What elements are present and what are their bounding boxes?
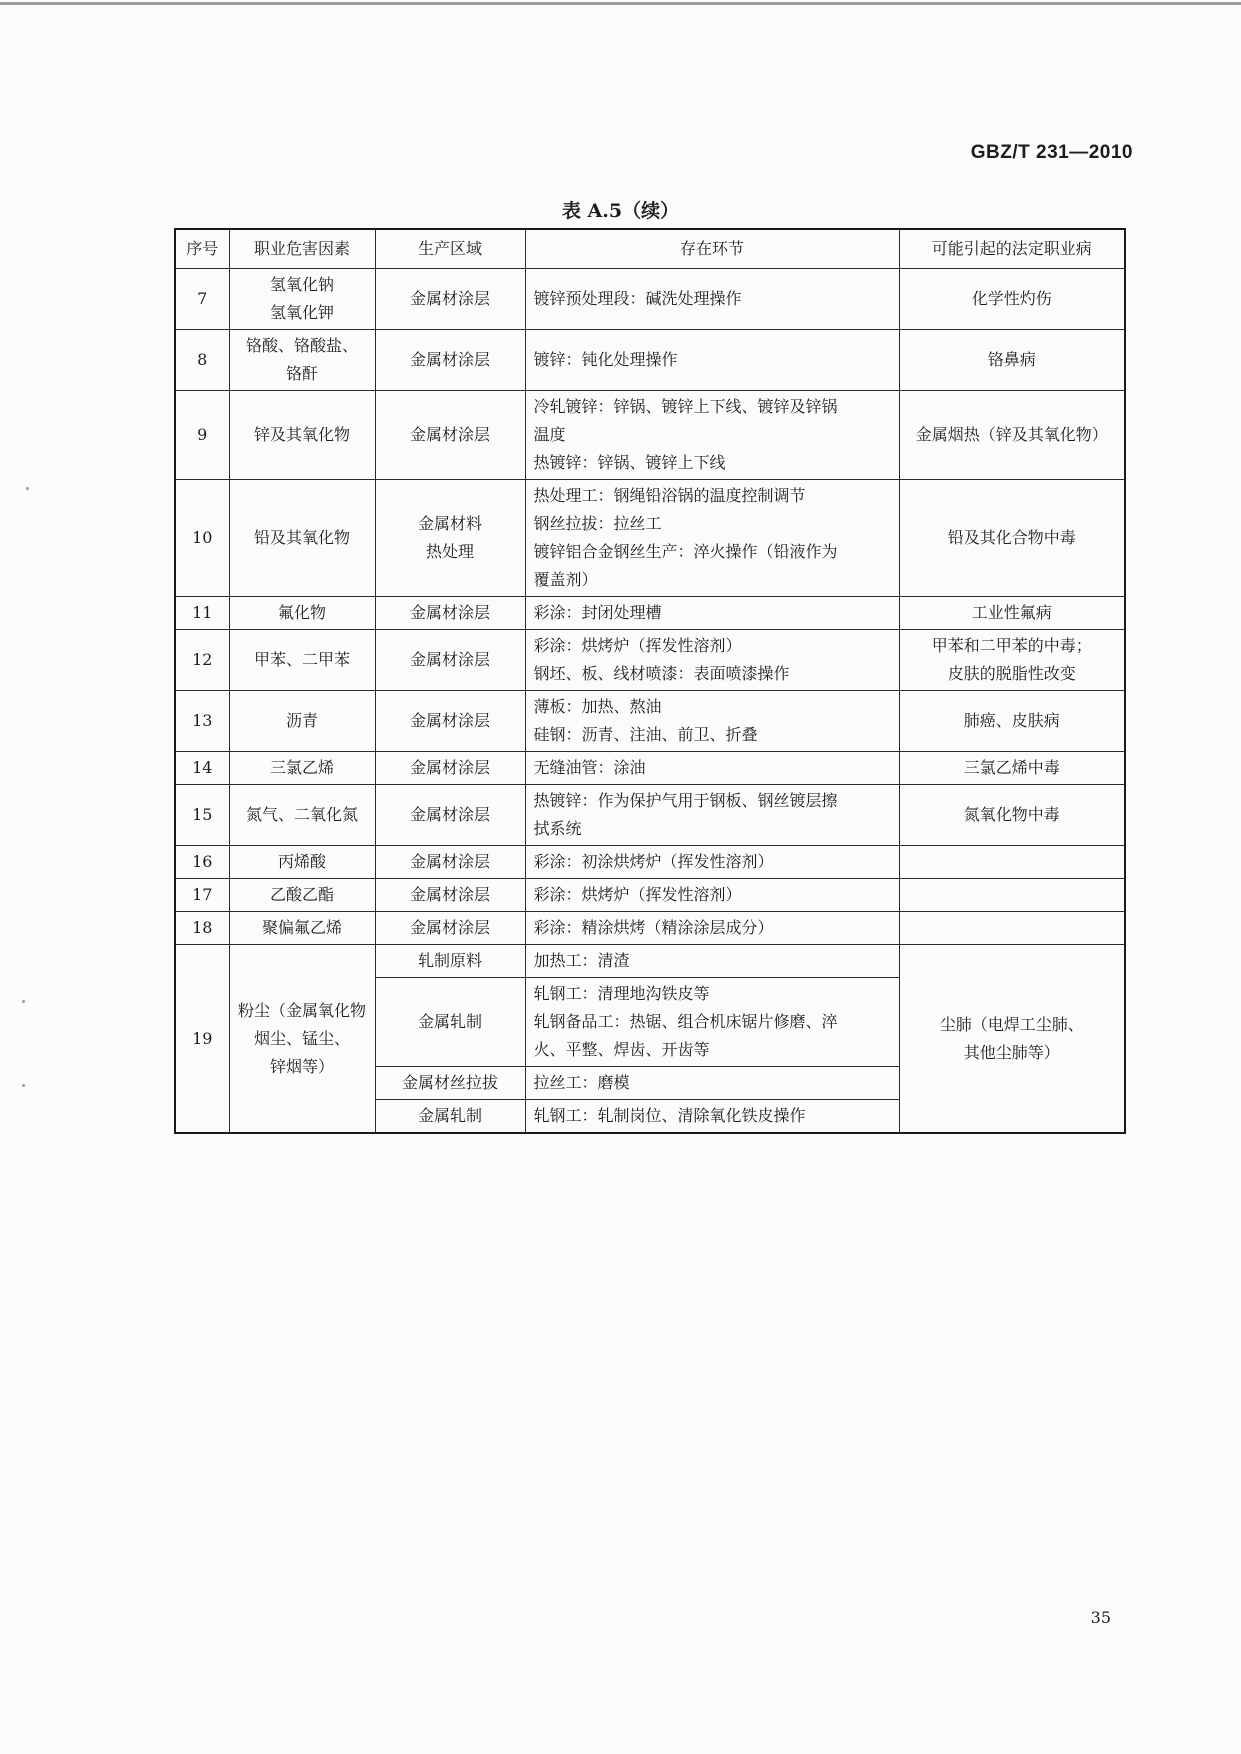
cell-line: 钢丝拉拔：拉丝工 (533, 514, 662, 533)
table-row (175, 391, 1125, 480)
table-row (175, 879, 1125, 912)
cell-line: 冷轧镀锌：锌锅、镀锌上下线、镀锌及锌锅 (533, 397, 838, 416)
scan-top-rule (0, 2, 1241, 5)
cell-line: 锌烟等） (269, 1056, 334, 1076)
cell-hazard-factor (229, 945, 375, 1134)
cell-line: 铅及其氧化物 (253, 528, 350, 547)
cell-production-area (375, 752, 525, 785)
cell-disease (899, 912, 1125, 945)
cell-line: 热处理工：钢绳铅浴锅的温度控制调节 (533, 486, 806, 505)
cell-line: 三氯乙烯中毒 (963, 758, 1060, 777)
table-row (175, 691, 1125, 752)
cell-production-area (375, 1100, 525, 1134)
cell-production-area (375, 879, 525, 912)
col-header-no: 序号 (175, 229, 229, 269)
cell-hazard-factor (229, 330, 375, 391)
cell-line: 锌及其氧化物 (253, 425, 350, 444)
cell-line: 铅及其化合物中毒 (947, 528, 1076, 547)
table-row (175, 912, 1125, 945)
cell-line: 彩涂：封闭处理槽 (533, 603, 662, 622)
cell-line: 硅钢：沥青、注油、前卫、折叠 (533, 725, 758, 744)
cell-line: 金属材涂层 (409, 918, 490, 937)
cell-line: 温度 (533, 425, 566, 444)
cell-line: 金属轧制 (417, 1012, 482, 1031)
cell-process (525, 1067, 899, 1100)
cell-line: 工业性氟病 (971, 603, 1052, 622)
cell-line: 金属材涂层 (409, 711, 490, 730)
cell-process (525, 630, 899, 691)
cell-line: 皮肤的脱脂性改变 (947, 664, 1076, 683)
cell-disease (899, 330, 1125, 391)
cell-number: 11 (175, 597, 229, 630)
cell-production-area (375, 330, 525, 391)
cell-process (525, 879, 899, 912)
cell-production-area (375, 630, 525, 691)
cell-line: 热镀锌：作为保护气用于钢板、钢丝镀层擦 (533, 791, 838, 810)
table-row (175, 945, 1125, 978)
table-row (175, 752, 1125, 785)
cell-disease (899, 691, 1125, 752)
cell-disease (899, 597, 1125, 630)
cell-number: 10 (175, 480, 229, 597)
cell-line: 其他尘肺等） (963, 1042, 1060, 1062)
cell-hazard-factor (229, 597, 375, 630)
cell-number: 7 (175, 269, 229, 330)
cell-hazard-factor (229, 269, 375, 330)
cell-line: 彩涂：初涂烘烤炉（挥发性溶剂） (533, 852, 774, 871)
cell-process (525, 785, 899, 846)
cell-line: 轧钢备品工：热锯、组合机床锯片修磨、淬 (533, 1012, 838, 1031)
cell-production-area (375, 391, 525, 480)
cell-line: 甲苯、二甲苯 (253, 650, 350, 669)
table-row (175, 480, 1125, 597)
cell-number: 14 (175, 752, 229, 785)
cell-line: 粉尘（金属氧化物 (237, 1000, 366, 1020)
cell-line: 金属材涂层 (409, 852, 490, 871)
cell-line: 彩涂：精涂烘烤（精涂涂层成分） (533, 918, 774, 937)
cell-production-area (375, 978, 525, 1067)
cell-line: 聚偏氟乙烯 (261, 918, 342, 937)
cell-line: 热镀锌：锌锅、镀锌上下线 (533, 453, 726, 472)
cell-line: 钢坯、板、线材喷漆：表面喷漆操作 (533, 664, 790, 683)
cell-line: 氮气、二氧化氮 (245, 805, 358, 824)
cell-process (525, 846, 899, 879)
table-row (175, 846, 1125, 879)
table-header-row (175, 229, 1125, 269)
cell-disease (899, 480, 1125, 597)
cell-hazard-factor (229, 785, 375, 846)
cell-number: 18 (175, 912, 229, 945)
cell-disease (899, 269, 1125, 330)
cell-line: 轧制原料 (417, 951, 482, 970)
standard-number: GBZ/T 231—2010 (970, 142, 1133, 163)
cell-production-area (375, 691, 525, 752)
cell-disease (899, 391, 1125, 480)
cell-number: 8 (175, 330, 229, 391)
cell-process (525, 912, 899, 945)
cell-line: 无缝油管：涂油 (533, 758, 646, 777)
cell-number: 13 (175, 691, 229, 752)
cell-line: 金属材涂层 (409, 885, 490, 904)
cell-line: 金属材涂层 (409, 289, 490, 308)
cell-hazard-factor (229, 391, 375, 480)
table-body (175, 269, 1125, 1134)
cell-process (525, 330, 899, 391)
hazard-table (174, 228, 1126, 1134)
cell-production-area (375, 846, 525, 879)
cell-hazard-factor (229, 691, 375, 752)
cell-line: 轧钢工：清理地沟铁皮等 (533, 984, 710, 1003)
cell-hazard-factor (229, 879, 375, 912)
cell-hazard-factor (229, 752, 375, 785)
cell-number: 12 (175, 630, 229, 691)
cell-line: 覆盖剂） (533, 570, 598, 589)
cell-line: 金属材涂层 (409, 805, 490, 824)
cell-number: 15 (175, 785, 229, 846)
cell-line: 彩涂：烘烤炉（挥发性溶剂） (533, 636, 742, 655)
col-header-process: 存在环节 (525, 229, 899, 269)
table-row (175, 330, 1125, 391)
cell-number: 9 (175, 391, 229, 480)
cell-line: 金属材料 (417, 514, 482, 533)
col-header-factor: 职业危害因素 (229, 229, 375, 269)
cell-line: 拉丝工：磨模 (533, 1073, 630, 1092)
cell-process (525, 978, 899, 1067)
cell-line: 沥青 (285, 711, 318, 730)
cell-disease (899, 630, 1125, 691)
cell-hazard-factor (229, 912, 375, 945)
cell-number: 19 (175, 945, 229, 1134)
cell-process (525, 391, 899, 480)
cell-hazard-factor (229, 630, 375, 691)
page-number: 35 (1090, 1608, 1111, 1627)
table-title: 表 A.5（续） (561, 200, 680, 222)
cell-line: 甲苯和二甲苯的中毒； (931, 636, 1092, 655)
cell-process (525, 1100, 899, 1134)
cell-line: 丙烯酸 (277, 852, 326, 871)
scan-speck (26, 487, 29, 490)
cell-disease (899, 752, 1125, 785)
cell-production-area (375, 1067, 525, 1100)
cell-disease (899, 785, 1125, 846)
col-header-disease: 可能引起的法定职业病 (899, 229, 1125, 269)
cell-line: 镀锌预处理段：碱洗处理操作 (533, 289, 742, 308)
cell-disease (899, 879, 1125, 912)
cell-process (525, 480, 899, 597)
cell-process (525, 597, 899, 630)
cell-line: 氮氧化物中毒 (963, 805, 1060, 824)
cell-production-area (375, 269, 525, 330)
cell-process (525, 752, 899, 785)
table-row (175, 597, 1125, 630)
scan-speck (22, 1000, 25, 1003)
cell-hazard-factor (229, 846, 375, 879)
table-row (175, 785, 1125, 846)
cell-line: 薄板：加热、熬油 (533, 697, 662, 716)
col-header-area: 生产区域 (375, 229, 525, 269)
cell-process (525, 269, 899, 330)
cell-production-area (375, 785, 525, 846)
cell-line: 氢氧化钾 (269, 303, 334, 322)
cell-process (525, 945, 899, 978)
cell-line: 乙酸乙酯 (269, 885, 334, 904)
cell-line: 肺癌、皮肤病 (963, 711, 1060, 730)
cell-line: 铬鼻病 (987, 350, 1036, 369)
cell-line: 铬酐 (285, 364, 318, 383)
cell-line: 化学性灼伤 (971, 289, 1052, 308)
cell-number: 17 (175, 879, 229, 912)
cell-line: 彩涂：烘烤炉（挥发性溶剂） (533, 885, 742, 904)
cell-production-area (375, 480, 525, 597)
cell-line: 金属材丝拉拔 (401, 1073, 498, 1092)
cell-process (525, 691, 899, 752)
cell-line: 热处理 (425, 542, 474, 561)
cell-line: 镀锌铝合金钢丝生产：淬火操作（铅液作为 (533, 542, 838, 561)
cell-line: 火、平整、焊齿、开齿等 (533, 1040, 710, 1059)
cell-line: 金属材涂层 (409, 603, 490, 622)
cell-line: 尘肺（电焊工尘肺、 (939, 1014, 1084, 1034)
cell-production-area (375, 597, 525, 630)
cell-line: 氢氧化钠 (269, 275, 334, 294)
table-row (175, 630, 1125, 691)
cell-production-area (375, 912, 525, 945)
cell-hazard-factor (229, 480, 375, 597)
cell-production-area (375, 945, 525, 978)
cell-line: 加热工：清渣 (533, 951, 630, 970)
cell-line: 拭系统 (533, 819, 582, 838)
scan-speck (22, 1084, 25, 1087)
cell-line: 三氯乙烯 (269, 758, 334, 777)
table-row (175, 269, 1125, 330)
cell-line: 金属材涂层 (409, 758, 490, 777)
cell-disease (899, 945, 1125, 1134)
cell-line: 镀锌：钝化处理操作 (533, 350, 678, 369)
cell-disease (899, 846, 1125, 879)
cell-line: 烟尘、锰尘、 (253, 1028, 350, 1048)
cell-line: 轧钢工：轧制岗位、清除氧化铁皮操作 (533, 1106, 806, 1125)
cell-line: 金属轧制 (417, 1106, 482, 1125)
cell-line: 金属材涂层 (409, 350, 490, 369)
cell-number: 16 (175, 846, 229, 879)
cell-line: 金属材涂层 (409, 425, 490, 444)
cell-line: 金属材涂层 (409, 650, 490, 669)
cell-line: 金属烟热（锌及其氧化物） (915, 425, 1108, 444)
cell-line: 氟化物 (277, 603, 326, 622)
cell-line: 铬酸、铬酸盐、 (245, 336, 358, 355)
